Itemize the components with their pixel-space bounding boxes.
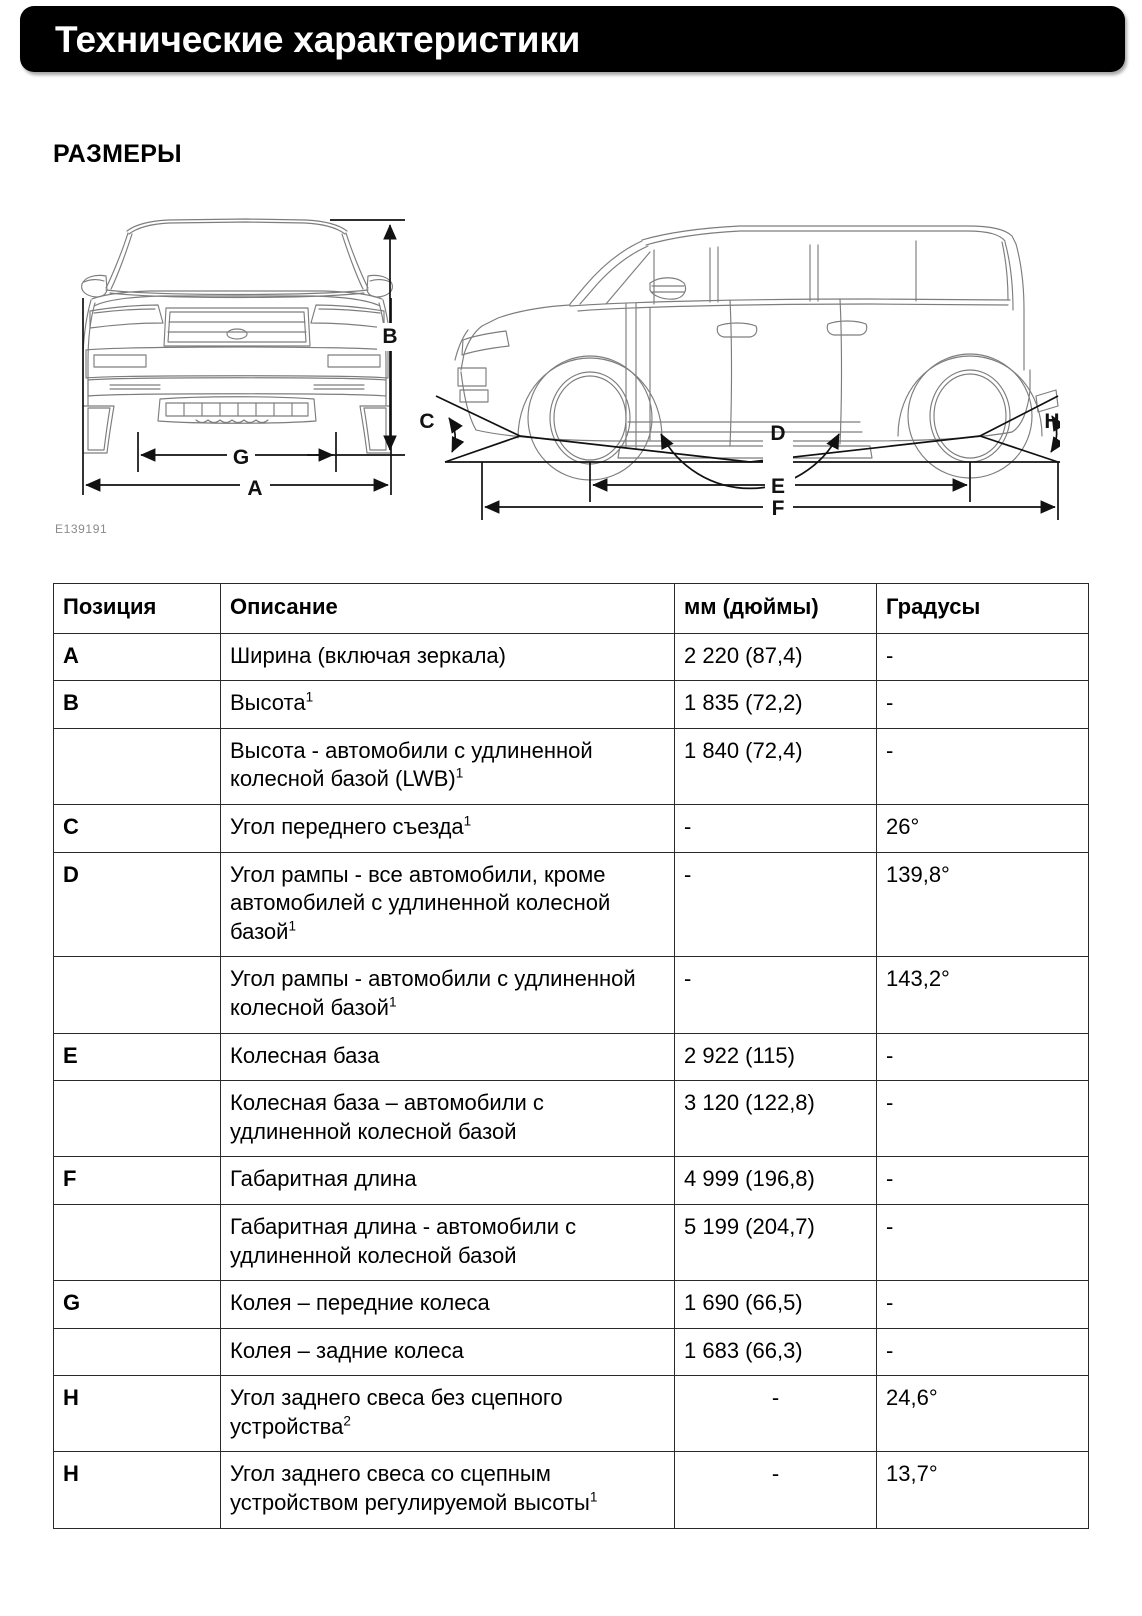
table-row (54, 1328, 1089, 1376)
dimension-label-c: C (419, 410, 435, 433)
cell-position (54, 728, 221, 804)
footnote-marker: 1 (288, 918, 297, 934)
cell-position (54, 1328, 221, 1376)
dimension-label-a: A (247, 477, 263, 500)
cell-mm: - (675, 957, 877, 1033)
footnote-marker: 2 (343, 1413, 351, 1429)
cell-position (54, 1081, 221, 1157)
cell-degrees: 24,6° (877, 1376, 1089, 1452)
cell-description: Угол рампы - все автомобили, кроме автомобилей с удлиненной колесной базой$^1$ (221, 852, 675, 957)
cell-degrees: - (877, 1033, 1089, 1081)
cell-mm: 3 120 (122,8) (675, 1081, 877, 1157)
column-header-degrees: Градусы (877, 584, 1089, 634)
footnote-marker: 1 (463, 813, 472, 829)
cell-position (54, 1204, 221, 1280)
cell-position: B (54, 681, 221, 729)
cell-description: Высота - автомобили с удлиненной колесной базой (LWB)$^1$ (221, 728, 675, 804)
dimension-label-g: G (232, 446, 250, 469)
cell-mm: 4 999 (196,8) (675, 1157, 877, 1205)
table-row (54, 633, 1089, 681)
table-row (54, 1157, 1089, 1205)
cell-degrees: 139,8° (877, 852, 1089, 957)
cell-position: G (54, 1281, 221, 1329)
cell-degrees: - (877, 1157, 1089, 1205)
section-heading-dimensions: РАЗМЕРЫ (53, 140, 182, 168)
cell-mm: - (675, 1452, 877, 1528)
vehicle-dimensions-diagram (50, 200, 1060, 530)
dimension-label-d: D (770, 422, 786, 445)
cell-mm: - (675, 804, 877, 852)
cell-position: F (54, 1157, 221, 1205)
table-row (54, 1376, 1089, 1452)
cell-mm: - (675, 852, 877, 957)
footnote-marker: 1 (589, 1489, 598, 1505)
cell-description: Габаритная длина (221, 1157, 675, 1205)
table-row (54, 1033, 1089, 1081)
cell-degrees: 143,2° (877, 957, 1089, 1033)
table-row (54, 728, 1089, 804)
cell-description: Угол заднего свеса со сцепным устройством регулируемой высоты$^1$ (221, 1452, 675, 1528)
cell-degrees: - (877, 681, 1089, 729)
cell-description: Габаритная длина - автомобили с удлиненной колесной базой (221, 1204, 675, 1280)
cell-description: Угол рампы - автомобили с удлиненной колесной базой$^1$ (221, 957, 675, 1033)
table-row (54, 1281, 1089, 1329)
table-row (54, 681, 1089, 729)
cell-degrees: - (877, 1328, 1089, 1376)
cell-mm: 1 690 (66,5) (675, 1281, 877, 1329)
cell-degrees: - (877, 1204, 1089, 1280)
table-row (54, 1081, 1089, 1157)
cell-position: H (54, 1376, 221, 1452)
cell-position: H (54, 1452, 221, 1528)
table-row (54, 804, 1089, 852)
cell-mm: - (675, 1376, 877, 1452)
cell-description: Угол переднего съезда$^1$ (221, 804, 675, 852)
footnote-marker: 1 (305, 689, 314, 705)
cell-mm: 1 840 (72,4) (675, 728, 877, 804)
cell-position: C (54, 804, 221, 852)
cell-mm: 2 220 (87,4) (675, 633, 877, 681)
footnote-marker: 1 (388, 994, 397, 1010)
dimension-label-f: F (771, 497, 785, 520)
dimension-label-b: B (382, 325, 398, 348)
table-row (54, 957, 1089, 1033)
cell-description: Колесная база (221, 1033, 675, 1081)
figure-reference-code: E139191 (55, 522, 108, 536)
column-header-position: Позиция (54, 584, 221, 634)
cell-description: Угол заднего свеса без сцепного устройства$^2$ (221, 1376, 675, 1452)
dimension-label-h: H (1044, 410, 1060, 433)
footnote-marker: 1 (455, 766, 464, 782)
cell-description: Колея – задние колеса (221, 1328, 675, 1376)
page-header-bar (20, 6, 1125, 72)
dimension-label-e: E (770, 475, 786, 498)
cell-mm: 2 922 (115) (675, 1033, 877, 1081)
cell-mm: 5 199 (204,7) (675, 1204, 877, 1280)
cell-description: Ширина (включая зеркала) (221, 633, 675, 681)
table-header-row (54, 584, 1089, 634)
page-title: Технические характеристики (55, 18, 581, 60)
cell-position: A (54, 633, 221, 681)
cell-degrees: - (877, 633, 1089, 681)
cell-description: Высота$^1$ (221, 681, 675, 729)
cell-position: D (54, 852, 221, 957)
dimensions-table (53, 583, 1089, 1529)
cell-degrees: - (877, 1081, 1089, 1157)
cell-degrees: - (877, 1281, 1089, 1329)
cell-position (54, 957, 221, 1033)
cell-mm: 1 835 (72,2) (675, 681, 877, 729)
table-row (54, 1452, 1089, 1528)
column-header-description: Описание (221, 584, 675, 634)
column-header-mm: мм (дюймы) (675, 584, 877, 634)
table-body (54, 633, 1089, 1528)
cell-mm: 1 683 (66,3) (675, 1328, 877, 1376)
cell-degrees: 26° (877, 804, 1089, 852)
cell-description: Колесная база – автомобили с удлиненной колесной базой (221, 1081, 675, 1157)
cell-degrees: 13,7° (877, 1452, 1089, 1528)
cell-position: E (54, 1033, 221, 1081)
table-row (54, 852, 1089, 957)
cell-degrees: - (877, 728, 1089, 804)
table-row (54, 1204, 1089, 1280)
cell-description: Колея – передние колеса (221, 1281, 675, 1329)
